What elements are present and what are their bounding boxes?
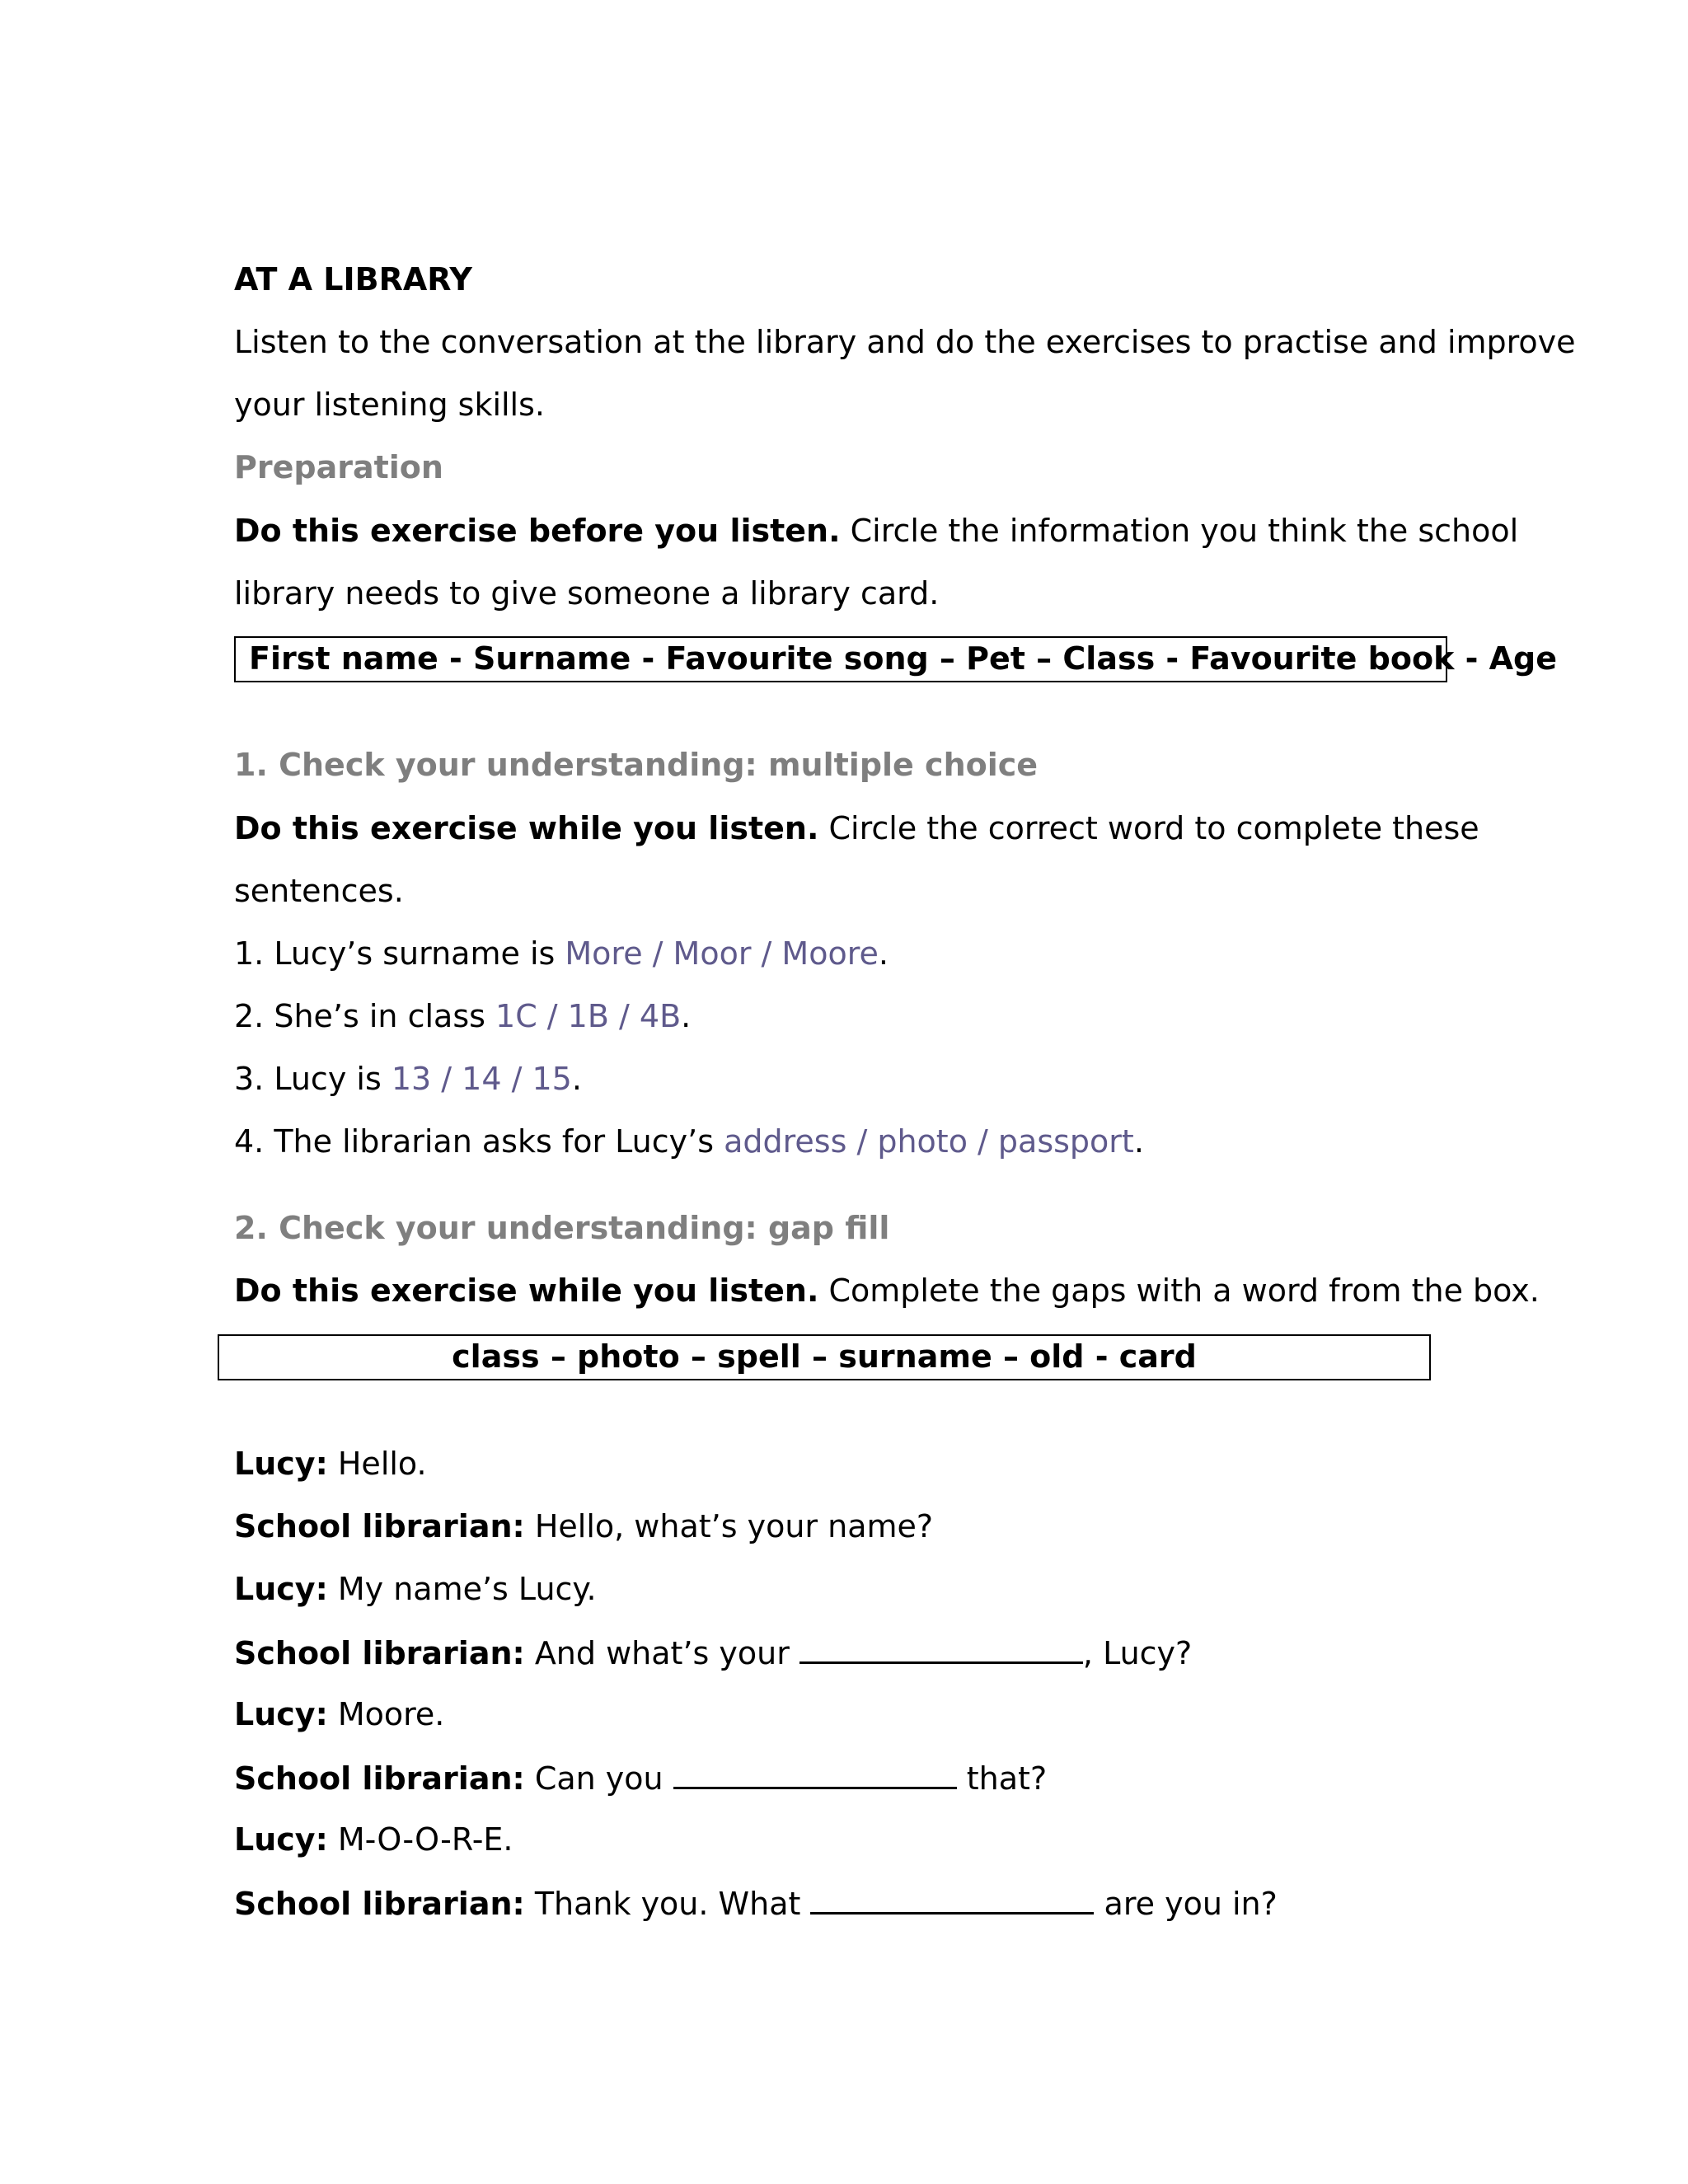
dialogue-text-after: are you in? [1094,1886,1278,1922]
dialogue-text-after: , Lucy? [1082,1635,1193,1671]
exercise2-instruction-bold: Do this exercise while you listen. [234,1272,819,1309]
preparation-word-box: First name - Surname - Favourite song – Pet – Class - Favourite book - Age [234,636,1447,682]
exercise1-instruction [234,808,1479,848]
dialogue-text: Hello, what’s your name? [534,1508,934,1544]
gap-blank-2[interactable] [673,1757,957,1789]
dialogue-line-5 [234,1694,444,1734]
dialogue-line-7 [234,1820,513,1859]
page-title: AT A LIBRARY [234,261,472,298]
speaker: School librarian: [234,1508,525,1544]
preparation-instruction-text: Circle the information you think the school [850,513,1519,549]
dialogue-line-3 [234,1569,597,1609]
dialogue-line-4 [234,1632,1192,1673]
preparation-heading: Preparation [234,449,443,485]
exercise1-instruction-bold: Do this exercise while you listen. [234,810,819,846]
gap-fill-word-box: class – photo – spell – surname – old - card [218,1334,1431,1380]
intro-line-1: Listen to the conversation at the library and do the exercises to practise and improve [234,324,1576,360]
item-prefix: 1. Lucy’s surname is [234,935,565,972]
item-options[interactable]: More / Moor / Moore [565,935,879,972]
dialogue-text: M-O-O-R-E. [337,1821,513,1858]
item-suffix: . [571,1061,582,1097]
preparation-instruction [234,511,1518,551]
speaker: Lucy: [234,1571,328,1607]
item-prefix: 2. She’s in class [234,998,496,1034]
speaker: Lucy: [234,1821,328,1858]
exercise2-heading: 2. Check your understanding: gap fill [234,1210,890,1246]
exercise1-instruction-text: Circle the correct word to complete these [828,810,1479,846]
speaker: Lucy: [234,1696,328,1732]
item-options[interactable]: 13 / 14 / 15 [391,1061,572,1097]
intro-line-2: your listening skills. [234,387,545,423]
item-prefix: 3. Lucy is [234,1061,392,1097]
dialogue-text: Can you [534,1760,673,1797]
exercise2-instruction [234,1271,1540,1310]
item-suffix: . [681,998,692,1034]
dialogue-line-1 [234,1444,427,1483]
item-prefix: 4. The librarian asks for Lucy’s [234,1123,724,1160]
item-options[interactable]: address / photo / passport [724,1123,1134,1160]
preparation-instruction-bold: Do this exercise before you listen. [234,513,841,549]
item-options[interactable]: 1C / 1B / 4B [495,998,682,1034]
speaker: School librarian: [234,1635,525,1671]
item-suffix: . [878,935,889,972]
dialogue-line-8 [234,1882,1278,1924]
dialogue-text-after: that? [956,1760,1048,1797]
dialogue-text: And what’s your [534,1635,799,1671]
dialogue-text: My name’s Lucy. [337,1571,597,1607]
preparation-instruction-line-2: library needs to give someone a library card. [234,575,940,612]
gap-blank-1[interactable] [799,1632,1083,1664]
dialogue-line-6 [234,1757,1047,1798]
speaker: Lucy: [234,1446,328,1482]
exercise1-heading: 1. Check your understanding: multiple choice [234,747,1039,783]
exercise1-item-2 [234,996,691,1036]
speaker: School librarian: [234,1760,525,1797]
speaker: School librarian: [234,1886,525,1922]
dialogue-text: Thank you. What [534,1886,811,1922]
gap-blank-3[interactable] [810,1882,1094,1915]
dialogue-text: Hello. [337,1446,427,1482]
dialogue-line-2 [234,1507,933,1546]
dialogue-text: Moore. [337,1696,445,1732]
exercise1-item-4 [234,1122,1144,1161]
exercise1-instruction-line-2: sentences. [234,873,404,909]
exercise1-item-1 [234,934,889,973]
exercise1-item-3 [234,1059,582,1099]
exercise2-instruction-text: Complete the gaps with a word from the box. [828,1272,1540,1309]
item-suffix: . [1133,1123,1144,1160]
